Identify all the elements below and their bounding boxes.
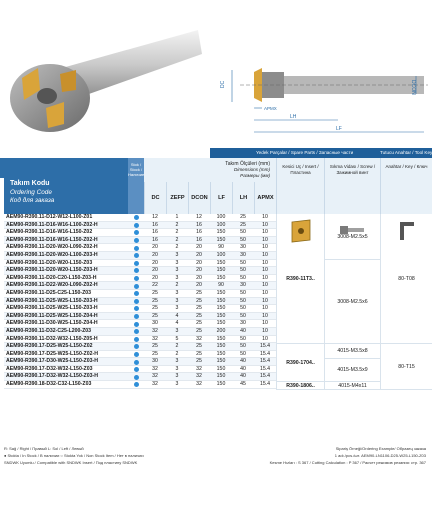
cell-z: 5 bbox=[175, 335, 179, 342]
cell-lf: 150 bbox=[216, 365, 226, 372]
cell-apmx: 10 bbox=[262, 327, 268, 334]
cell-z: 2 bbox=[175, 221, 179, 228]
table-row bbox=[4, 237, 276, 245]
cell-z: 3 bbox=[175, 358, 179, 365]
screw-header: Sıkma Vidası / Screw / Зажимной винт bbox=[324, 158, 380, 214]
table-row bbox=[4, 267, 276, 275]
key-a: 80-T08 bbox=[380, 214, 432, 344]
insert-r390-11: R390-11T3.. bbox=[276, 214, 324, 344]
cell-dc: 32 bbox=[152, 327, 158, 334]
cell-apmx: 10 bbox=[262, 267, 268, 274]
cell-z: 3 bbox=[175, 327, 179, 334]
ordering-code-cell: AEM90-R390.11-D20-W20-L090-Z02-H bbox=[6, 244, 98, 251]
cell-z: 1 bbox=[175, 214, 179, 220]
footer-legend-2: ● Stokta / In Stock / В наличии ○ Stokta Yok / Non Stock Item / Нет в наличии bbox=[4, 453, 144, 458]
cell-dc: 30 bbox=[152, 358, 158, 365]
table-row bbox=[4, 351, 276, 359]
cell-dc: 25 bbox=[152, 297, 158, 304]
cell-lh: 45 bbox=[240, 381, 246, 388]
cell-lf: 150 bbox=[216, 305, 226, 312]
screw-c: 4015-M3.5x8 bbox=[324, 344, 380, 359]
cell-dcon: 25 bbox=[196, 312, 202, 319]
cell-z: 3 bbox=[175, 381, 179, 388]
table-row bbox=[4, 320, 276, 328]
cell-lf: 150 bbox=[216, 373, 226, 380]
stock-dot-icon bbox=[134, 367, 139, 372]
table-row bbox=[4, 290, 276, 298]
ordering-code-cell: AEM90-R390.11-D25-C25-L150-Z03 bbox=[6, 289, 92, 296]
screw-a: 3008-M2.5x5 bbox=[324, 214, 380, 260]
col-zefp: ZEFP bbox=[166, 182, 188, 214]
dims-tr: Takım Ölçüleri (mm) bbox=[225, 161, 270, 167]
cell-dcon: 16 bbox=[196, 221, 202, 228]
cell-lh: 50 bbox=[240, 305, 246, 312]
cell-apmx: 15.4 bbox=[259, 350, 271, 357]
stock-dot-icon bbox=[134, 375, 139, 380]
label-dc: DC bbox=[220, 80, 226, 88]
stock-dot-icon bbox=[134, 223, 139, 228]
cell-lf: 150 bbox=[216, 229, 226, 236]
dims-ru: Размеры (мм) bbox=[240, 173, 270, 178]
cell-apmx: 10 bbox=[262, 251, 268, 258]
cell-dc: 32 bbox=[152, 335, 158, 342]
col-lh: LH bbox=[232, 182, 254, 214]
cell-lh: 50 bbox=[240, 267, 246, 274]
cell-dcon: 25 bbox=[196, 305, 202, 312]
col-lf: LF bbox=[210, 182, 232, 214]
stock-dot-icon bbox=[134, 261, 139, 266]
ordering-code-cell: AEM90-R390.17-D32-W32-L150-Z03-H bbox=[6, 373, 98, 380]
cell-dc: 25 bbox=[152, 289, 158, 296]
cell-lh: 40 bbox=[240, 327, 246, 334]
stock-dot-icon bbox=[134, 276, 139, 281]
cell-lh: 50 bbox=[240, 343, 246, 350]
table-row bbox=[4, 328, 276, 336]
cell-z: 3 bbox=[175, 289, 179, 296]
ordering-table bbox=[4, 158, 432, 468]
stock-dot-icon bbox=[134, 268, 139, 273]
spare-parts-strip bbox=[210, 148, 447, 158]
stock-dot-icon bbox=[134, 344, 139, 349]
rows-container bbox=[4, 214, 276, 389]
cell-lh: 50 bbox=[240, 312, 246, 319]
cell-z: 3 bbox=[175, 251, 179, 258]
cell-dcon: 20 bbox=[196, 259, 202, 266]
key-header: Anahtar / Key / Ключ bbox=[380, 158, 432, 214]
cell-dcon: 16 bbox=[196, 236, 202, 243]
table-row bbox=[4, 244, 276, 252]
cell-lf: 150 bbox=[216, 335, 226, 342]
spare-parts-label: Yedek Parçalar / Spare Parts / Запасные части bbox=[256, 150, 354, 155]
screw-b: 3008-M2.5x6 bbox=[324, 260, 380, 344]
cell-apmx: 10 bbox=[262, 229, 268, 236]
cell-lf: 150 bbox=[216, 236, 226, 243]
stock-dot-icon bbox=[134, 215, 139, 220]
cell-lh: 30 bbox=[240, 282, 246, 289]
table-row bbox=[4, 275, 276, 283]
ordering-code-cell: AEM90-R390.11-D16-W16-L150-Z02 bbox=[6, 229, 93, 236]
product-photo bbox=[2, 28, 202, 140]
ordering-code-cell: AEM90-R390.17-D25-W25-L150-Z02-H bbox=[6, 350, 98, 357]
footer bbox=[0, 446, 432, 478]
cell-lf: 150 bbox=[216, 259, 226, 266]
cell-dc: 16 bbox=[152, 229, 158, 236]
ordering-code-cell: AEM90-R390.11-D16-W16-L150-Z02-H bbox=[6, 236, 98, 243]
footer-ordering-example-title: Sipariş Örneği/Ordering Example/ Образец заказа bbox=[335, 446, 426, 451]
stock-dot-icon bbox=[134, 360, 139, 365]
cell-dcon: 16 bbox=[196, 229, 202, 236]
cell-dc: 12 bbox=[152, 214, 158, 220]
product-header-area bbox=[0, 0, 432, 150]
tool-holder-label: Tutucu Anahtar / Tool Key / Ключ bbox=[380, 150, 447, 155]
cell-lf: 150 bbox=[216, 358, 226, 365]
cell-z: 3 bbox=[175, 274, 179, 281]
insert-r390-17: R390-1704.. bbox=[276, 344, 324, 382]
cell-lh: 50 bbox=[240, 236, 246, 243]
ordering-code-cell: AEM90-R390.11-D20-W20-L150-Z03 bbox=[6, 259, 93, 266]
col-apmx: APMX bbox=[254, 182, 276, 214]
insert-r390-18: R390-1806.. bbox=[276, 382, 324, 390]
cell-dcon: 12 bbox=[196, 214, 202, 220]
cell-lh: 50 bbox=[240, 274, 246, 281]
cell-lh: 50 bbox=[240, 335, 246, 342]
cell-lf: 100 bbox=[216, 221, 226, 228]
cell-lh: 40 bbox=[240, 365, 246, 372]
cell-dcon: 20 bbox=[196, 267, 202, 274]
cell-dcon: 20 bbox=[196, 274, 202, 281]
cell-dcon: 20 bbox=[196, 244, 202, 251]
label-dcon: DCON bbox=[410, 80, 416, 95]
table-row bbox=[4, 260, 276, 268]
ordering-code-cell: AEM90-R390.11-D16-W16-L100-Z02-H bbox=[6, 221, 98, 228]
cell-apmx: 10 bbox=[262, 214, 268, 220]
stock-dot-icon bbox=[134, 291, 139, 296]
cell-z: 3 bbox=[175, 267, 179, 274]
cell-lf: 100 bbox=[216, 251, 226, 258]
cell-z: 4 bbox=[175, 312, 179, 319]
cell-lh: 25 bbox=[240, 221, 246, 228]
footer-cutting-calc: Kesme Hızları : S 367 / Cutting Calculation : P 367 / Расчет режимов резания: стр. 367 bbox=[269, 460, 426, 465]
cell-dcon: 32 bbox=[196, 335, 202, 342]
cell-lf: 90 bbox=[218, 244, 224, 251]
cell-lh: 40 bbox=[240, 373, 246, 380]
cell-apmx: 15.4 bbox=[259, 343, 271, 350]
cell-z: 2 bbox=[175, 343, 179, 350]
stock-dot-icon bbox=[134, 230, 139, 235]
table-row bbox=[4, 252, 276, 260]
cell-dc: 20 bbox=[152, 274, 158, 281]
cell-apmx: 10 bbox=[262, 236, 268, 243]
cell-dc: 32 bbox=[152, 381, 158, 388]
table-row bbox=[4, 336, 276, 344]
cell-lf: 150 bbox=[216, 320, 226, 327]
table-row bbox=[4, 305, 276, 313]
cell-lf: 150 bbox=[216, 267, 226, 274]
ordering-code-cell: AEM90-R390.11-D20-W20-L150-Z03-H bbox=[6, 267, 98, 274]
cell-z: 2 bbox=[175, 229, 179, 236]
cell-dcon: 25 bbox=[196, 297, 202, 304]
cell-lh: 50 bbox=[240, 229, 246, 236]
table-row bbox=[4, 313, 276, 321]
ordering-code-cell: AEM90-R390.11-D25-W25-L150-Z03-H bbox=[6, 297, 98, 304]
table-row bbox=[4, 343, 276, 351]
cell-lh: 50 bbox=[240, 350, 246, 357]
cell-lh: 40 bbox=[240, 358, 246, 365]
stock-dot-icon bbox=[134, 306, 139, 311]
cell-dc: 20 bbox=[152, 267, 158, 274]
table-row bbox=[4, 358, 276, 366]
cell-lh: 25 bbox=[240, 214, 246, 220]
cell-dc: 30 bbox=[152, 320, 158, 327]
ordering-code-cell: AEM90-R390.11-D25-W25-L150-Z04-H bbox=[6, 312, 98, 319]
cell-apmx: 10 bbox=[262, 289, 268, 296]
cell-apmx: 10 bbox=[262, 259, 268, 266]
cell-z: 3 bbox=[175, 259, 179, 266]
cell-dcon: 25 bbox=[196, 289, 202, 296]
footer-legend-3: SNDWK Uyumlu / Compatible with SNDWK Insert / Под пластину SNDWK bbox=[4, 460, 138, 465]
cell-lh: 50 bbox=[240, 297, 246, 304]
label-apmx: APMX bbox=[264, 106, 277, 111]
cell-lf: 200 bbox=[216, 327, 226, 334]
stock-dot-icon bbox=[134, 322, 139, 327]
ordering-code-cell: AEM90-R390.18-D32-C32-L150-Z03 bbox=[6, 381, 92, 388]
ordering-code-cell: AEM90-R390.11-D12-W12-L100-Z01 bbox=[6, 214, 93, 220]
cell-lf: 150 bbox=[216, 350, 226, 357]
cell-apmx: 10 bbox=[262, 305, 268, 312]
cell-dc: 16 bbox=[152, 236, 158, 243]
key-b: 80-T15 bbox=[380, 344, 432, 390]
ordering-code-cell: AEM90-R390.11-D20-W20-L100-Z03-H bbox=[6, 251, 98, 258]
cell-apmx: 15.4 bbox=[259, 358, 271, 365]
table-row bbox=[4, 381, 276, 389]
cell-dc: 20 bbox=[152, 244, 158, 251]
cell-dcon: 32 bbox=[196, 381, 202, 388]
cell-lh: 50 bbox=[240, 289, 246, 296]
cell-dc: 32 bbox=[152, 373, 158, 380]
stock-dot-icon bbox=[134, 299, 139, 304]
ordering-code-cell: AEM90-R390.11-D32-W32-L150-Z05-H bbox=[6, 335, 98, 342]
ordering-code-ru: Код для заказа bbox=[10, 197, 55, 204]
table-row bbox=[4, 282, 276, 290]
cell-lf: 150 bbox=[216, 381, 226, 388]
label-lf: LF bbox=[336, 126, 342, 132]
ordering-code-cell: AEM90-R390.17-D30-W25-L150-Z03-H bbox=[6, 358, 98, 365]
cell-lh: 30 bbox=[240, 251, 246, 258]
cell-lh: 30 bbox=[240, 244, 246, 251]
stock-header: Stok / Stock / Наличие bbox=[128, 158, 144, 214]
table-row bbox=[4, 229, 276, 237]
cell-lf: 90 bbox=[218, 282, 224, 289]
cell-dc: 25 bbox=[152, 305, 158, 312]
dims-en: Dimensions (mm) bbox=[234, 167, 270, 172]
ordering-code-cell: AEM90-R390.11-D30-W25-L150-Z04-H bbox=[6, 320, 98, 327]
stock-dot-icon bbox=[134, 382, 139, 387]
cell-z: 3 bbox=[175, 365, 179, 372]
cell-z: 3 bbox=[175, 305, 179, 312]
cell-apmx: 10 bbox=[262, 320, 268, 327]
cell-lf: 150 bbox=[216, 289, 226, 296]
footer-ordering-example: 1 adı./pcs./шт. AEM90-LN1106-D25-W25-L150-Z03 bbox=[334, 453, 426, 458]
cell-lh: 30 bbox=[240, 320, 246, 327]
cell-dcon: 20 bbox=[196, 251, 202, 258]
col-dc: DC bbox=[144, 182, 166, 214]
insert-header: Kesici Uç / Insert / Пластина bbox=[276, 158, 324, 214]
stock-dot-icon bbox=[134, 329, 139, 334]
stock-dot-icon bbox=[134, 253, 139, 258]
cell-dcon: 20 bbox=[196, 282, 202, 289]
cell-dc: 25 bbox=[152, 312, 158, 319]
ordering-code-cell: AEM90-R390.11-D22-W20-L090-Z02-H bbox=[6, 282, 98, 289]
cell-dc: 32 bbox=[152, 365, 158, 372]
cell-lf: 150 bbox=[216, 343, 226, 350]
stock-dot-icon bbox=[134, 238, 139, 243]
cell-dcon: 25 bbox=[196, 358, 202, 365]
cell-apmx: 10 bbox=[262, 282, 268, 289]
technical-drawing bbox=[210, 58, 432, 150]
cell-dc: 16 bbox=[152, 221, 158, 228]
cell-apmx: 15.4 bbox=[259, 373, 271, 380]
cell-lf: 150 bbox=[216, 274, 226, 281]
cell-dcon: 32 bbox=[196, 365, 202, 372]
table-row bbox=[4, 214, 276, 222]
stock-dot-icon bbox=[134, 246, 139, 251]
cell-apmx: 10 bbox=[262, 274, 268, 281]
side-edge bbox=[0, 158, 4, 178]
cell-dc: 20 bbox=[152, 259, 158, 266]
ordering-code-tr: Takım Kodu bbox=[10, 180, 50, 187]
cell-dc: 20 bbox=[152, 251, 158, 258]
ordering-code-cell: AEM90-R390.11-D25-W25-L150-Z03-H bbox=[6, 305, 98, 312]
ordering-code-cell: AEM90-R390.11-D32-C25-L200-Z03 bbox=[6, 327, 92, 334]
cell-apmx: 10 bbox=[262, 312, 268, 319]
cell-apmx: 10 bbox=[262, 221, 268, 228]
cell-dc: 25 bbox=[152, 343, 158, 350]
cell-apmx: 10 bbox=[262, 244, 268, 251]
ordering-code-header bbox=[4, 158, 128, 214]
ordering-code-cell: AEM90-R390.17-D32-W32-L150-Z03 bbox=[6, 365, 93, 372]
cell-dc: 22 bbox=[152, 282, 158, 289]
table-row bbox=[4, 222, 276, 230]
cell-dcon: 25 bbox=[196, 350, 202, 357]
cell-z: 2 bbox=[175, 244, 179, 251]
cell-dcon: 25 bbox=[196, 327, 202, 334]
cell-dcon: 32 bbox=[196, 373, 202, 380]
cell-apmx: 10 bbox=[262, 297, 268, 304]
cell-z: 4 bbox=[175, 320, 179, 327]
cell-z: 2 bbox=[175, 282, 179, 289]
cell-apmx: 15.4 bbox=[259, 381, 271, 388]
col-dcon: DCON bbox=[188, 182, 210, 214]
label-lh: LH bbox=[290, 114, 297, 120]
dimensions-header bbox=[144, 158, 276, 182]
table-row bbox=[4, 298, 276, 306]
cell-dcon: 25 bbox=[196, 343, 202, 350]
screw-e: 4015-M4x11 bbox=[324, 382, 380, 390]
stock-dot-icon bbox=[134, 352, 139, 357]
cell-lf: 150 bbox=[216, 297, 226, 304]
cell-z: 2 bbox=[175, 350, 179, 357]
ordering-code-cell: AEM90-R390.17-D25-W25-L150-Z02 bbox=[6, 343, 93, 350]
cell-apmx: 10 bbox=[262, 335, 268, 342]
screw-d: 4015-M3.5x9 bbox=[324, 359, 380, 382]
cell-lf: 100 bbox=[216, 214, 226, 220]
stock-dot-icon bbox=[134, 284, 139, 289]
cell-dc: 25 bbox=[152, 350, 158, 357]
cell-z: 3 bbox=[175, 297, 179, 304]
cell-lf: 150 bbox=[216, 312, 226, 319]
stock-dot-icon bbox=[134, 314, 139, 319]
cell-z: 2 bbox=[175, 236, 179, 243]
table-row bbox=[4, 366, 276, 374]
ordering-code-cell: AEM90-R390.11-D20-C20-L150-Z03-H bbox=[6, 274, 97, 281]
footer-legend-1: R: Sağ / Right / Правый L: Sol / Left / Левый bbox=[4, 446, 84, 451]
cell-apmx: 15.4 bbox=[259, 365, 271, 372]
cell-z: 3 bbox=[175, 373, 179, 380]
stock-dot-icon bbox=[134, 337, 139, 342]
cell-lh: 50 bbox=[240, 259, 246, 266]
ordering-code-en: Ordering Code bbox=[10, 189, 52, 196]
table-row bbox=[4, 373, 276, 381]
cell-dcon: 25 bbox=[196, 320, 202, 327]
